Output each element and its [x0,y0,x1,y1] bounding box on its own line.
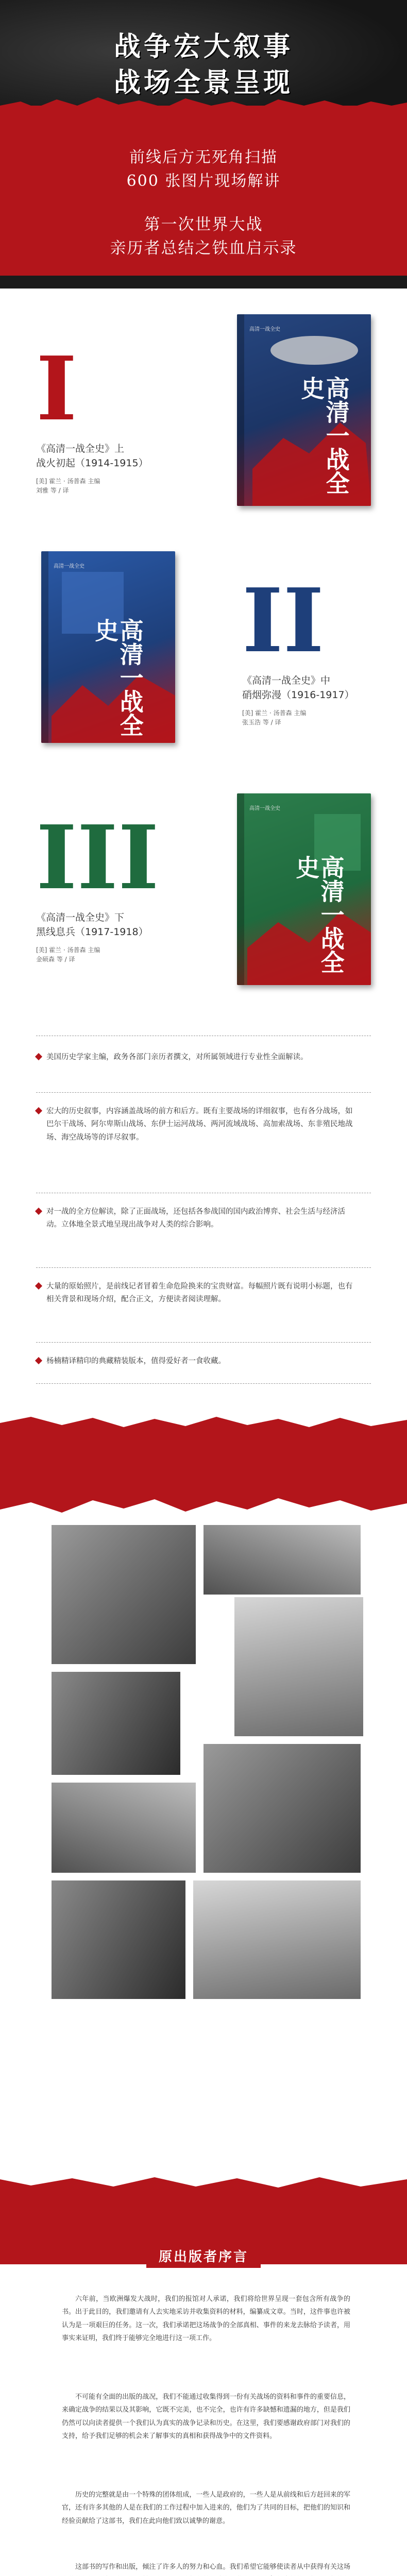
bullet-icon [35,1053,42,1060]
book2-label [242,674,354,702]
feature-text: 对一战的全方位解读，除了正面战场，还包括各参战国的国内政治博弈、社会生活与经济活动。立体地全景式地呈现出战争对人类的综合影响。 [46,1208,345,1229]
photo-battlefield [52,1783,196,1873]
book1-label-line2: 战火初起（1914-1915） [36,457,148,469]
hero-banner [0,0,407,289]
preface-paragraph: 不可能有全面的出版的战况，我们不能通过收集得到一份有关战场的资料和事件的重要信息，来确定战争的结果以及其影响，它既不完美，也不完全，也许有许多缺憾和遗漏的地方，但是我们仍然可以向读者提供一个我们认为真实的战争记录和历史。在这里，我们要感谢政府部门对我们的支持，给予我们足够的机会来了解事实的真相和获得战争中的文件资料。 [62,2393,350,2441]
book1-numeral: I [36,337,77,440]
book2-label-line2: 硝烟弥漫（1916-1917） [242,689,354,701]
book-set-section [0,289,407,1015]
book3-label-line2: 黑线息兵（1917-1918） [36,926,148,938]
book3-numeral: III [36,806,159,909]
photo-gallery [0,1396,407,2164]
hero-sub-line1: 前线后方无死角扫描 [129,148,278,166]
preface-title [0,2246,407,2265]
feature-text: 宏大的历史叙事，内容涵盖战场的前方和后方。既有主要战场的详细叙事，也有各分战场，如巴尔干战场、阿尔卑斯山战场、东伊士运河战场、两河流域战场、高加索战场、东非殖民地战场、海空战场等的详尽叙事。 [46,1107,353,1142]
book2-cover [41,551,175,743]
divider [36,1342,371,1343]
preface-paragraph: 历史的完整就是由一个特殊的团体组成，一些人是政府的，一些人是从前线和后方赶回来的军官，还有许多其他的人是在我们的工作过程中加入进来的，他们为了共同的目标，把他们的知识和经验贡献给了这部书，我们在此向他们致以诚挚的谢意。 [62,2491,350,2525]
feature-text: 美国历史学家主编，政务各部门亲历者撰文，对所属领域进行专业性全面解读。 [46,1053,308,1061]
book1-cover-title: 高清一战全史 [297,376,350,495]
feature-item [46,1051,355,1064]
book2-editor: [美] 霍兰 · 汤普森 主编 [242,709,307,717]
gallery-red-banner [0,1406,407,1525]
torn-edge [0,1406,407,1525]
feature-text: 杨楠精译精印的典藏精装版本，值得爱好者一食收藏。 [46,1357,226,1365]
book1-cover-small: 高清一战全史 [249,327,280,332]
book2-translator: 张玉浩 等 / 译 [242,719,281,726]
book3-label-line1: 《高清一战全史》下 [36,912,125,923]
divider [36,1383,371,1384]
bullet-icon [35,1208,42,1215]
book2-numeral: II [242,569,325,672]
photo-artillery [52,1880,185,1999]
book2-cover-title: 高清一战全史 [91,618,144,737]
book2-label-line1: 《高清一战全史》中 [242,675,331,686]
feature-item [46,1355,355,1368]
hero-sub-line2: 600 张图片现场解讲 [126,172,281,190]
book1-label [36,442,148,470]
photo-balloon [234,1597,363,1736]
book1-translator: 刘雅 等 / 译 [36,487,69,494]
book3-label [36,911,148,939]
photo-soldiers-trench [52,1525,196,1664]
preface-title-text: 原出版者序言 [146,2246,261,2268]
divider [36,1267,371,1268]
feature-item [46,1105,355,1144]
feature-item [46,1206,355,1232]
preface-paragraph: 六年前，当欧洲爆发大战时，我们的报馆对人承诺，我们将给世界呈现一套包含所有战争的书。出于此目的，我们邀请有人去实地采访并收集资料的材料，编纂成文章。当时，这件事也许被认为是一项艰巨的任务。这一次，我们承诺把这场战争的全部真相、事件的来龙去脉给予读者，用事实来证明，我们终于能够完全地进行这一项工作。 [62,2295,350,2343]
bullet-icon [35,1282,42,1290]
book1-cover [237,314,371,506]
bullet-icon [35,1107,42,1114]
book2-cover-small: 高清一战全史 [54,564,84,569]
photo-warship [204,1744,361,1873]
divider [36,1092,371,1093]
hero-sub-line3: 第一次世界大战 [144,215,263,234]
book3-editor: [美] 霍兰 · 汤普森 主编 [36,946,100,954]
book3-cover-title: 高清一战全史 [292,855,345,974]
photo-airship [204,1525,361,1595]
photo-troops [193,1880,361,1999]
hero-sub-line4: 亲历者总结之铁血启示录 [110,239,297,258]
hero-title-line2: 战场全景呈现 [113,67,293,98]
book3-cover [237,793,371,985]
preface-section [0,2164,407,2576]
hero-title-line1: 战争宏大叙事 [113,31,293,62]
book2-meta [242,708,306,727]
feature-text: 大量的原始照片，是前线记者冒着生命危险换来的宝贵财富。每幅照片既有说明小标题，也有相关背景和现场介绍，配合正文，方便读者阅读理解。 [46,1282,353,1304]
preface-paragraph: 这部书的写作和出版，倾注了许多人的努力和心血。我们希望它能够使读者从中获得有关这场 [75,2563,350,2571]
book3-meta [36,945,100,964]
book3-translator: 金硕森 等 / 译 [36,956,75,963]
book1-label-line1: 《高清一战全史》上 [36,443,125,454]
photo-aircraft [52,1672,180,1775]
book1-meta [36,477,100,495]
book1-editor: [美] 霍兰 · 汤普森 主编 [36,478,100,485]
book3-cover-small: 高清一战全史 [249,806,280,811]
feature-item [46,1280,355,1307]
bullet-icon [35,1357,42,1364]
features-section [0,1015,407,1396]
